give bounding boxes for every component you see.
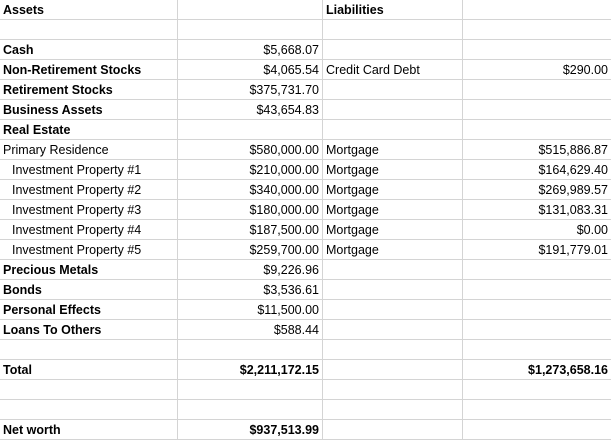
cell-liability-label[interactable]: Credit Card Debt <box>323 60 463 80</box>
sheet-row <box>0 300 611 320</box>
sheet-row <box>0 240 611 260</box>
cell-liability-value[interactable] <box>463 100 611 120</box>
sheet-row <box>0 80 611 100</box>
sheet-row <box>0 0 611 20</box>
cell-asset-value[interactable] <box>178 400 323 420</box>
net-worth-value[interactable]: $937,513.99 <box>178 420 323 440</box>
cell-asset-value[interactable]: $210,000.00 <box>178 160 323 180</box>
cell-liability-value[interactable] <box>463 0 611 20</box>
cell-asset-label[interactable]: Bonds <box>0 280 178 300</box>
cell-liability-label[interactable]: Mortgage <box>323 160 463 180</box>
cell-liability-label[interactable] <box>323 380 463 400</box>
cell-liability-label[interactable] <box>323 340 463 360</box>
cell-asset-value[interactable]: $11,500.00 <box>178 300 323 320</box>
cell-liability-label[interactable] <box>323 320 463 340</box>
cell-asset-value[interactable]: $9,226.96 <box>178 260 323 280</box>
sheet-row <box>0 160 611 180</box>
sheet-row <box>0 340 611 360</box>
cell-asset-value[interactable] <box>178 20 323 40</box>
cell-asset-value[interactable]: $580,000.00 <box>178 140 323 160</box>
cell-asset-label[interactable]: Investment Property #4 <box>0 220 178 240</box>
cell-asset-value[interactable]: $187,500.00 <box>178 220 323 240</box>
cell-liability-value[interactable] <box>463 40 611 60</box>
cell-liability-label[interactable] <box>323 360 463 380</box>
sheet-row <box>0 60 611 80</box>
cell-liability-label[interactable]: Mortgage <box>323 200 463 220</box>
cell-asset-value[interactable]: $3,536.61 <box>178 280 323 300</box>
cell-asset-value[interactable]: $5,668.07 <box>178 40 323 60</box>
cell-asset-label[interactable] <box>0 400 178 420</box>
total-label[interactable]: Total <box>0 360 178 380</box>
net-worth-label[interactable]: Net worth <box>0 420 178 440</box>
cell-asset-value[interactable]: $375,731.70 <box>178 80 323 100</box>
cell-liability-label[interactable] <box>323 100 463 120</box>
cell-asset-value[interactable]: $180,000.00 <box>178 200 323 220</box>
cell-asset-label[interactable] <box>0 340 178 360</box>
cell-liability-value[interactable]: $131,083.31 <box>463 200 611 220</box>
sheet-row <box>0 420 611 440</box>
cell-liability-label[interactable]: Mortgage <box>323 240 463 260</box>
cell-liability-value[interactable] <box>463 340 611 360</box>
liabilities-header[interactable]: Liabilities <box>323 0 463 20</box>
cell-liability-value[interactable] <box>463 300 611 320</box>
cell-asset-value[interactable]: $43,654.83 <box>178 100 323 120</box>
cell-asset-value[interactable] <box>178 340 323 360</box>
cell-asset-value[interactable]: $4,065.54 <box>178 60 323 80</box>
cell-liability-value[interactable] <box>463 120 611 140</box>
sheet-row <box>0 120 611 140</box>
sheet-row <box>0 220 611 240</box>
cell-liability-value[interactable]: $164,629.40 <box>463 160 611 180</box>
cell-liability-value[interactable]: $191,779.01 <box>463 240 611 260</box>
cell-liability-label[interactable] <box>323 300 463 320</box>
cell-asset-value[interactable] <box>178 120 323 140</box>
cell-asset-label[interactable]: Primary Residence <box>0 140 178 160</box>
cell-liability-label[interactable] <box>323 420 463 440</box>
cell-asset-label[interactable]: Precious Metals <box>0 260 178 280</box>
sheet-row <box>0 360 611 380</box>
cell-asset-label[interactable]: Business Assets <box>0 100 178 120</box>
cell-liability-label[interactable] <box>323 260 463 280</box>
cell-liability-value[interactable] <box>463 80 611 100</box>
assets-header[interactable]: Assets <box>0 0 178 20</box>
cell-asset-label[interactable]: Personal Effects <box>0 300 178 320</box>
cell-liability-label[interactable]: Mortgage <box>323 180 463 200</box>
cell-asset-label[interactable]: Investment Property #5 <box>0 240 178 260</box>
cell-asset-label[interactable]: Investment Property #2 <box>0 180 178 200</box>
cell-asset-label[interactable]: Cash <box>0 40 178 60</box>
sheet-row <box>0 320 611 340</box>
cell-liability-value[interactable]: $290.00 <box>463 60 611 80</box>
cell-asset-label[interactable]: Real Estate <box>0 120 178 140</box>
sheet-row <box>0 140 611 160</box>
cell-liability-value[interactable] <box>463 260 611 280</box>
cell-liability-value[interactable] <box>463 380 611 400</box>
cell-liability-label[interactable] <box>323 280 463 300</box>
cell-liability-value[interactable] <box>463 400 611 420</box>
sheet-row <box>0 380 611 400</box>
cell-liability-label[interactable] <box>323 120 463 140</box>
cell-asset-value[interactable]: $340,000.00 <box>178 180 323 200</box>
cell-asset-label[interactable]: Loans To Others <box>0 320 178 340</box>
assets-total[interactable]: $2,211,172.15 <box>178 360 323 380</box>
cell-liability-label[interactable] <box>323 400 463 420</box>
cell-asset-value[interactable]: $588.44 <box>178 320 323 340</box>
sheet-row <box>0 100 611 120</box>
cell-liability-value[interactable] <box>463 20 611 40</box>
cell-liability-value[interactable] <box>463 280 611 300</box>
cell-asset-value[interactable] <box>178 0 323 20</box>
sheet-row <box>0 180 611 200</box>
cell-liability-label[interactable] <box>323 40 463 60</box>
cell-liability-label[interactable]: Mortgage <box>323 220 463 240</box>
cell-asset-label[interactable]: Investment Property #3 <box>0 200 178 220</box>
cell-liability-value[interactable]: $269,989.57 <box>463 180 611 200</box>
sheet-row <box>0 400 611 420</box>
cell-asset-label[interactable]: Retirement Stocks <box>0 80 178 100</box>
sheet-row <box>0 40 611 60</box>
cell-liability-value[interactable]: $515,886.87 <box>463 140 611 160</box>
cell-asset-label[interactable]: Investment Property #1 <box>0 160 178 180</box>
cell-liability-value[interactable] <box>463 420 611 440</box>
cell-asset-label[interactable]: Non-Retirement Stocks <box>0 60 178 80</box>
cell-asset-label[interactable] <box>0 380 178 400</box>
cell-liability-value[interactable]: $0.00 <box>463 220 611 240</box>
cell-asset-value[interactable]: $259,700.00 <box>178 240 323 260</box>
cell-asset-value[interactable] <box>178 380 323 400</box>
sheet-row <box>0 280 611 300</box>
sheet-row <box>0 20 611 40</box>
cell-liability-value[interactable] <box>463 320 611 340</box>
cell-liability-label[interactable]: Mortgage <box>323 140 463 160</box>
cell-asset-label[interactable] <box>0 20 178 40</box>
liabilities-total[interactable]: $1,273,658.16 <box>463 360 611 380</box>
cell-liability-label[interactable] <box>323 20 463 40</box>
sheet-row <box>0 200 611 220</box>
cell-liability-label[interactable] <box>323 80 463 100</box>
sheet-row <box>0 260 611 280</box>
